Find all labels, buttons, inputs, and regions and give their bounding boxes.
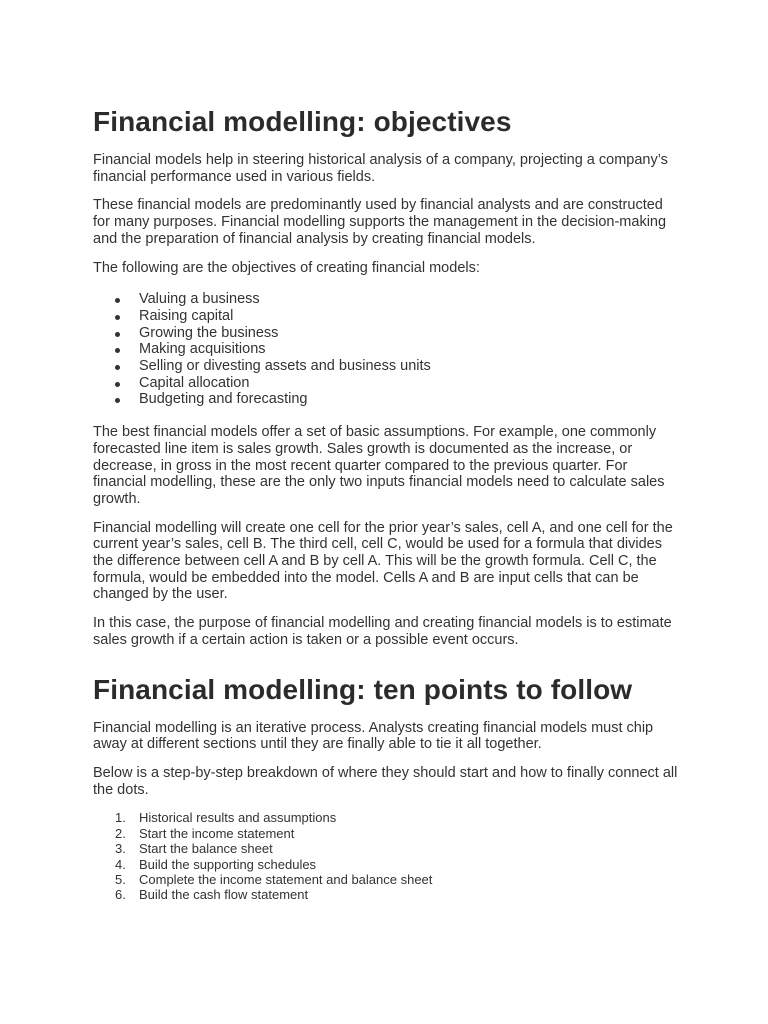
step-number: 6. xyxy=(115,887,126,903)
step-number: 2. xyxy=(115,825,126,841)
list-item xyxy=(93,887,678,902)
bullet-icon xyxy=(115,398,120,403)
list-item xyxy=(93,857,678,872)
list-item xyxy=(93,341,678,358)
article-body xyxy=(93,105,678,903)
paragraph-iterative: Financial modelling is an iterative process. Analysts creating financial models must chip away at different sections until they are finally able to tie it all together. xyxy=(93,719,654,753)
paragraph-cells: Financial modelling will create one cell for the prior year’s sales, cell A, and one cell for the current year’s sales, cell B. The third cell, cell C, would be used for a formula that divides the difference between cell A and B by cell A. This will be the growth formula. Cell C, the formula, would be embedded into the model. Cells A and B are input cells that can be changed by the user. xyxy=(93,519,673,603)
list-item xyxy=(93,375,678,392)
bullet-icon xyxy=(115,315,120,320)
list-item xyxy=(93,810,678,825)
list-item-text: Selling or divesting assets and business units xyxy=(139,358,431,375)
paragraph-assumptions: The best financial models offer a set of basic assumptions. For example, one commonly forecasted line item is sales growth. Sales growth is documented as the increase, or decrease, in gross in the most recent quarter compared to the previous quarter. For financial modelling, these are the only two inputs financial models need to calculate sales growth. xyxy=(93,424,665,507)
list-item xyxy=(93,841,678,856)
list-item xyxy=(93,872,678,887)
step-text: Complete the income statement and balance sheet xyxy=(139,872,433,888)
paragraph-objectives-lead: The following are the objectives of creating financial models: xyxy=(93,259,480,276)
step-number: 1. xyxy=(115,810,126,826)
paragraph-intro: Financial models help in steering historical analysis of a company, projecting a company’s financial performance used in various fields. xyxy=(93,152,668,185)
step-text: Start the balance sheet xyxy=(139,841,273,857)
step-text: Historical results and assumptions xyxy=(139,810,337,826)
heading-ten-points: Financial modelling: ten points to follow xyxy=(93,673,633,705)
paragraph-purpose: In this case, the purpose of financial modelling and creating financial models is to estimate sales growth if a certain action is taken or a possible event occurs. xyxy=(93,615,672,648)
objectives-list xyxy=(93,291,678,408)
step-text: Start the income statement xyxy=(139,825,295,841)
list-item xyxy=(93,826,678,841)
step-text: Build the supporting schedules xyxy=(139,856,317,872)
bullet-icon xyxy=(115,382,120,387)
heading-objectives: Financial modelling: objectives xyxy=(93,106,512,137)
list-item xyxy=(93,325,678,342)
list-item-text: Making acquisitions xyxy=(139,341,266,358)
bullet-icon xyxy=(115,348,120,353)
list-item-text: Budgeting and forecasting xyxy=(139,391,308,408)
bullet-icon xyxy=(115,365,120,370)
step-text: Build the cash flow statement xyxy=(139,887,309,903)
list-item-text: Capital allocation xyxy=(139,374,250,391)
list-item-text: Growing the business xyxy=(139,324,279,341)
step-number: 3. xyxy=(115,841,126,857)
list-item-text: Valuing a business xyxy=(139,291,260,308)
bullet-icon xyxy=(115,298,120,303)
paragraph-breakdown: Below is a step-by-step breakdown of where they should start and how to finally connect all the dots. xyxy=(93,764,678,798)
bullet-icon xyxy=(115,332,120,337)
step-number: 4. xyxy=(115,856,126,872)
paragraph-purposes: These financial models are predominantly used by financial analysts and are constructed for many purposes. Financial modelling supports the management in the decision-making and the preparation of financial analysis by creating financial models. xyxy=(93,197,667,247)
step-number: 5. xyxy=(115,872,126,888)
list-item xyxy=(93,291,678,308)
list-item xyxy=(93,391,678,408)
steps-list xyxy=(93,810,678,902)
list-item xyxy=(93,308,678,325)
list-item xyxy=(93,358,678,375)
list-item-text: Raising capital xyxy=(139,307,234,324)
